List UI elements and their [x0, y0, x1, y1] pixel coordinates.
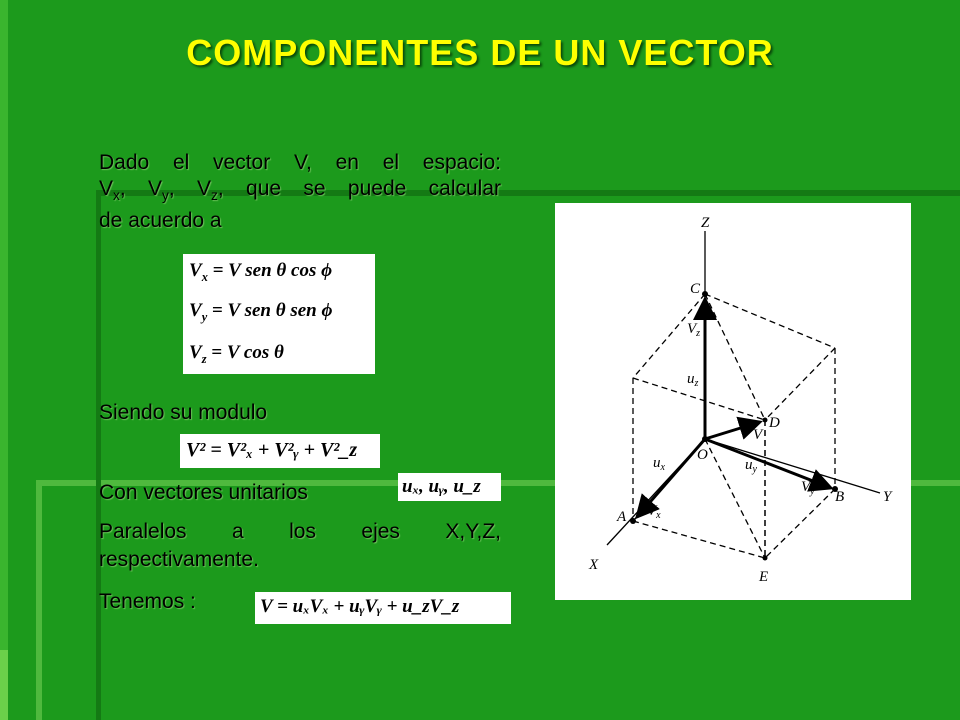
intro-line-3: de acuerdo a — [99, 209, 222, 232]
background-stripe — [0, 650, 8, 720]
label-b: B — [835, 489, 845, 505]
label-vx: $V_x$ — [647, 503, 661, 521]
label-v: V — [753, 427, 763, 443]
label-ux: $u_x$ — [653, 455, 665, 473]
vector-sum-formula — [255, 592, 511, 624]
label-x: X — [589, 557, 599, 573]
slide-title: COMPONENTES DE UN VECTOR — [186, 32, 774, 73]
background-stripe — [96, 190, 101, 720]
y-axis — [705, 439, 880, 493]
paralelos-line-1: Paralelos a los ejes X,Y,Z, — [99, 520, 501, 543]
formula-vx: $V_x = V$ sen θ cos ϕ — [189, 260, 333, 284]
paralelos-line-2: respectivamente. — [99, 548, 259, 571]
suma-text: V = uₓVₓ + uᵧVᵧ + u_zV_z — [260, 596, 460, 617]
modulo-text: V² = V²ₓ + V²ᵧ + V²_z — [186, 439, 358, 461]
label-a: A — [617, 509, 627, 525]
modulo-formula — [180, 434, 380, 468]
background-stripe — [36, 480, 42, 720]
unit-text: uₓ, uᵧ, u_z — [402, 476, 481, 497]
label-uy: $u_y$ — [745, 457, 757, 475]
formula-vz: $V_z = V$ cos θ — [189, 342, 284, 366]
siendo-label: Siendo su modulo — [99, 401, 268, 424]
tenemos-label: Tenemos : — [99, 590, 196, 613]
label-c: C — [690, 281, 701, 297]
unitarios-label: Con vectores unitarios — [99, 481, 308, 504]
label-d: D — [769, 415, 780, 431]
label-y: Y — [883, 489, 892, 505]
intro-line-2: $V_x$, $V_y$, $V_z$, que se puede calcular — [99, 177, 502, 204]
label-e: E — [759, 569, 769, 585]
unit-vectors-formula — [398, 473, 501, 501]
component-formulas — [183, 254, 375, 374]
vector-diagram-svg — [555, 203, 911, 600]
label-o: O — [697, 447, 708, 463]
v-vector — [705, 422, 760, 439]
label-vz: $V_z$ — [687, 321, 701, 339]
vector-diagram — [555, 203, 911, 600]
formula-vy: $V_y = V$ sen θ sen ϕ — [189, 300, 333, 324]
label-z: Z — [701, 215, 710, 231]
label-uz: $u_z$ — [687, 371, 699, 389]
vy-vector — [705, 439, 831, 488]
intro-line-1: Dado el vector V, en el espacio: — [99, 151, 501, 174]
label-vy: $V_y$ — [801, 479, 815, 497]
background-stripe — [0, 0, 8, 720]
